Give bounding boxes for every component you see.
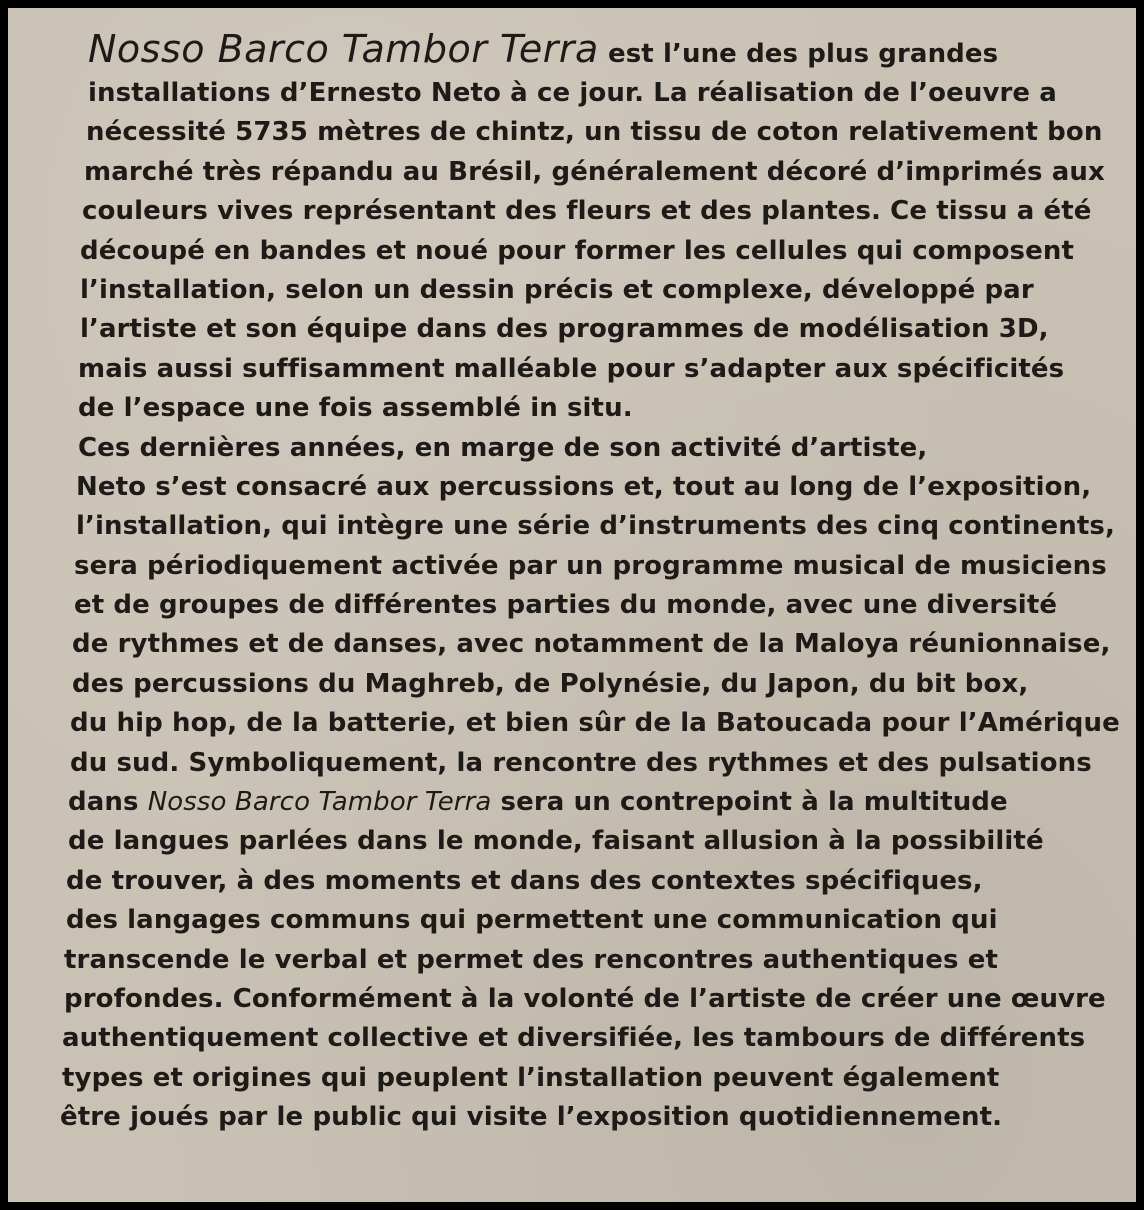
text-line-26 xyxy=(60,1019,1120,1058)
line-text: est l’une des plus grandes xyxy=(598,39,999,69)
text-line-28 xyxy=(60,1098,1120,1137)
line-text: des percussions du Maghreb, de Polynésie, du Japon, du bit box, xyxy=(72,668,1029,699)
text-line-3 xyxy=(60,113,1120,152)
line-text: de rythmes et de danses, avec notamment de la Maloya réunionnaise, xyxy=(72,629,1111,660)
line-text: Neto s’est consacré aux percussions et, tout au long de l’exposition, xyxy=(76,471,1092,502)
line-text: l’installation, selon un dessin précis et complexe, développé par xyxy=(80,274,1034,305)
line-text: installations d’Ernesto Neto à ce jour. La réalisation de l’oeuvre a xyxy=(88,78,1057,108)
text-line-24 xyxy=(60,941,1120,980)
line-text: Ces dernières années, en marge de son activité d’artiste, xyxy=(78,432,928,463)
text-line-20 xyxy=(60,783,1120,822)
line-text: profondes. Conformément à la volonté de l’artiste de créer une œuvre xyxy=(64,983,1106,1014)
placard-text xyxy=(60,27,1120,1138)
line-text: du hip hop, de la batterie, et bien sûr de la Batoucada pour l’Amérique xyxy=(70,708,1120,739)
text-line-15 xyxy=(60,586,1120,625)
text-line-21 xyxy=(60,822,1120,861)
line-text: de langues parlées dans le monde, faisant allusion à la possibilité xyxy=(68,826,1044,857)
line-text: couleurs vives représentant des fleurs et des plantes. Ce tissu a été xyxy=(82,196,1092,227)
line-text: l’artiste et son équipe dans des programmes de modélisation 3D, xyxy=(80,314,1049,345)
line-text: être joués par le public qui visite l’exposition quotidiennement. xyxy=(60,1102,1003,1133)
line-text: mais aussi suffisamment malléable pour s’adapter aux spécificités xyxy=(78,353,1065,384)
line-text: découpé en bandes et noué pour former les cellules qui composent xyxy=(80,235,1074,266)
text-line-12 xyxy=(60,468,1120,507)
artwork-title: Nosso Barco Tambor Terra xyxy=(88,27,599,71)
line-text: authentiquement collective et diversifiée, les tambours de différents xyxy=(62,1023,1086,1054)
text-line-22 xyxy=(60,862,1120,901)
text-line-19 xyxy=(60,744,1120,783)
text-line-4 xyxy=(60,153,1120,192)
text-line-6 xyxy=(60,232,1120,271)
line-text: l’installation, qui intègre une série d’instruments des cinq continents, xyxy=(76,511,1115,542)
text-line-9 xyxy=(60,350,1120,389)
line-text: sera périodiquement activée par un programme musical de musiciens xyxy=(74,550,1107,581)
placard-frame xyxy=(8,8,1136,1202)
text-line-8 xyxy=(60,310,1120,349)
text-line-1 xyxy=(60,27,1120,74)
line-text: du sud. Symboliquement, la rencontre des rythmes et des pulsations xyxy=(70,747,1092,778)
text-line-13 xyxy=(60,507,1120,546)
text-line-5 xyxy=(60,192,1120,231)
line-text: transcende le verbal et permet des rencontres authentiques et xyxy=(64,944,998,975)
line-text: nécessité 5735 mètres de chintz, un tissu de coton relativement bon xyxy=(86,117,1103,148)
inline-artwork-title: Nosso Barco Tambor Terra xyxy=(147,787,492,818)
text-line-18 xyxy=(60,704,1120,743)
text-line-10 xyxy=(60,389,1120,428)
line-text: sera un contrepoint à la multitude xyxy=(491,787,1008,818)
line-text: marché très répandu au Brésil, généralement décoré d’imprimés aux xyxy=(84,156,1105,187)
line-text: et de groupes de différentes parties du monde, avec une diversité xyxy=(74,590,1058,621)
text-line-23 xyxy=(60,901,1120,940)
line-text: de l’espace une fois assemblé in situ. xyxy=(78,393,633,424)
text-line-17 xyxy=(60,665,1120,704)
text-line-2 xyxy=(60,74,1120,113)
text-line-25 xyxy=(60,980,1120,1019)
line-text: de trouver, à des moments et dans des contextes spécifiques, xyxy=(66,865,983,896)
text-line-27 xyxy=(60,1059,1120,1098)
text-line-11 xyxy=(60,429,1120,468)
line-text: types et origines qui peuplent l’installation peuvent également xyxy=(62,1062,1000,1093)
text-line-16 xyxy=(60,625,1120,664)
line-text: dans xyxy=(68,787,148,818)
text-line-14 xyxy=(60,547,1120,586)
text-line-7 xyxy=(60,271,1120,310)
line-text: des langages communs qui permettent une communication qui xyxy=(66,905,998,936)
